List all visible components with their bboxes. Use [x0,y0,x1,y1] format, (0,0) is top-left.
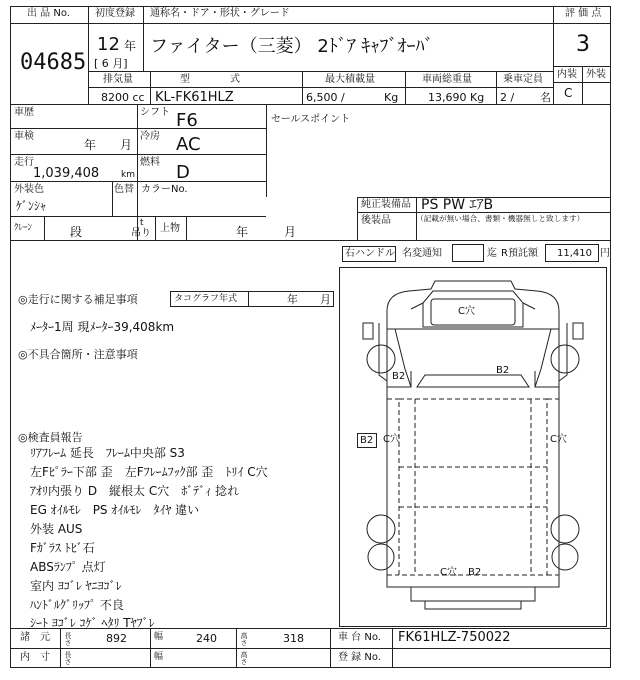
height-label-interior: 高さ [240,651,248,665]
r-deposit-value: 11,410 [557,248,592,259]
max-load-value: 6,500 / [306,91,345,104]
exterior-color-label: 外装色 [14,184,44,195]
dims-label: 諸 元 [20,632,50,643]
interior-dims-label: 内 寸 [20,652,50,663]
until-label: 迄 [487,248,497,259]
model-type-value: KL-FK61HLZ [155,90,234,105]
max-load-unit: Kg [384,91,399,104]
width-value: 240 [196,632,217,645]
mileage-value: 1,039,408 [33,166,100,181]
diagram-mark: C穴 [550,434,567,445]
color-change-label: 色替 [114,184,134,195]
first-reg-year: 12 [97,34,120,55]
equipment-value: PS PW ｴｱB [421,197,494,213]
lot-no-label: 出 品 No. [27,8,70,19]
inspector-line: EG ｵｲﾙﾓﾚ PS ｵｲﾙﾓﾚ ﾀｲﾔ 違い [30,503,200,517]
mileage-unit: km [121,170,135,180]
crane-ton-label: t [140,218,144,228]
inspector-line: 外装 AUS [30,522,83,536]
fuel-label: 燃料 [140,157,160,168]
first-reg-label: 初度登録 [95,8,135,19]
inspector-line: ABSﾗﾝﾌﾟ 点灯 [30,560,106,574]
fuel-value: D [176,162,190,183]
diagram-mark: C穴 [440,567,457,578]
history-label: 車歴 [14,107,34,118]
diagram-mark: C穴 [383,434,400,445]
exterior-grade-label: 外装 [586,69,606,80]
max-load-label: 最大積載量 [325,74,375,85]
crane-label: ｸﾚｰﾝ [14,223,33,233]
inspector-line: ｼｰﾄ ﾖｺﾞﾚ ｺｹﾞ ﾍﾀﾘ Tﾔﾌﾞﾚ [30,616,155,630]
width-label: 幅 [154,632,164,642]
displacement-label: 排気量 [103,74,133,85]
interior-grade: C [564,86,573,100]
first-reg-month: [ 6 月] [94,57,128,70]
height-label: 高さ [240,632,248,646]
diagram-mark: B2 [392,371,406,382]
inspector-title: ◎検査員報告 [18,431,83,444]
shift-value: F6 [176,110,198,131]
inspection-value: 年 月 [84,138,133,152]
car-name: ファイター（三菱） 2ﾄﾞｱ ｷｬﾌﾞｵｰﾊﾞ [150,36,434,57]
capacity-value: 2 / [500,91,515,104]
inspector-line: 室内 ﾖｺﾞﾚ ﾔﾆﾖｺﾞﾚ [30,579,122,593]
defects-title: ◎不具合箇所・注意事項 [18,348,138,361]
ac-label: 冷房 [140,131,160,142]
tacho-value: 年 月 [287,293,331,306]
diagram-mark: B2 [468,567,482,578]
chassis-value: FK61HLZ-750022 [398,630,511,645]
model-info-label: 通称名・ドア・形状・グレード [150,8,290,19]
lot-number: 04685 [20,50,87,75]
first-reg-year-unit: 年 [124,39,137,53]
upper-value: 年 月 [236,225,297,239]
score-label: 評 価 点 [565,8,602,19]
reg-label: 登 録 No. [338,652,381,663]
inspector-line: ﾘｱﾌﾚｰﾑ 延長 ﾌﾚｰﾑ中央部 S3 [30,446,185,460]
tacho-label: タコグラフ年式 [174,294,238,304]
aftermarket-note: （記載が無い場合、書類・機器無しと致します） [416,215,585,224]
steering-value: 右ハンドル [345,248,395,259]
crane-hang-label: 吊り [131,228,151,239]
yen-label: 円 [600,248,610,259]
displacement-value: 8200 cc [101,91,145,104]
interior-grade-label: 内装 [557,69,577,80]
upper-label: 上物 [160,223,180,234]
length-label-interior: 長さ [64,651,72,665]
supplement-title: ◎走行に関する補足事項 [18,293,138,306]
inspector-line: ﾊﾝﾄﾞﾙｸﾞﾘｯﾌﾟ 不良 [30,598,124,612]
aftermarket-label: 後装品 [361,215,391,226]
sales-points-label: セールスポイント [271,114,351,125]
ac-value: AC [176,134,201,155]
length-value: 892 [106,632,127,645]
chassis-label: 車 台 No. [338,632,381,643]
inspector-line: 左Fﾋﾟﾗｰ下部 歪 左Fﾌﾚｰﾑﾌｯｸ部 歪 ﾄﾘｲ C穴 [30,465,268,479]
gross-weight-label: 車両総重量 [422,74,472,85]
model-type-label: 型 式 [180,74,240,85]
diagram-mark: B2 [496,365,510,376]
name-change-box [452,244,484,262]
color-code-label: カラーNo. [141,184,188,195]
capacity-unit: 名 [540,91,551,104]
capacity-label: 乗車定員 [503,74,543,85]
equipment-label: 純正装備品 [361,199,411,210]
length-label: 長さ [64,632,72,646]
inspection-label: 車検 [14,131,34,142]
meter-note: ﾒｰﾀｰ1周 現ﾒｰﾀｰ39,408km [30,320,175,334]
diagram-mark: B2 [360,435,374,446]
exterior-color-value: ｹﾞﾝｼｬ [16,199,47,213]
score-value: 3 [576,32,590,57]
inspector-line: ｱｵﾘ内張り D 縦根太 C穴 ﾎﾞﾃﾞｨ 捻れ [30,484,240,498]
height-value: 318 [283,632,304,645]
width-label-interior: 幅 [154,652,164,662]
shift-label: シフト [140,107,170,118]
name-change-label: 名変通知 [402,248,442,259]
r-deposit-label: R預託額 [501,248,538,259]
crane-stage-label: 段 [70,225,83,239]
gross-weight-value: 13,690 Kg [428,91,485,104]
mileage-label: 走行 [14,157,34,168]
diagram-mark: C穴 [458,306,475,317]
inspector-line: Fｶﾞﾗｽ ﾄﾋﾞ石 [30,541,95,555]
